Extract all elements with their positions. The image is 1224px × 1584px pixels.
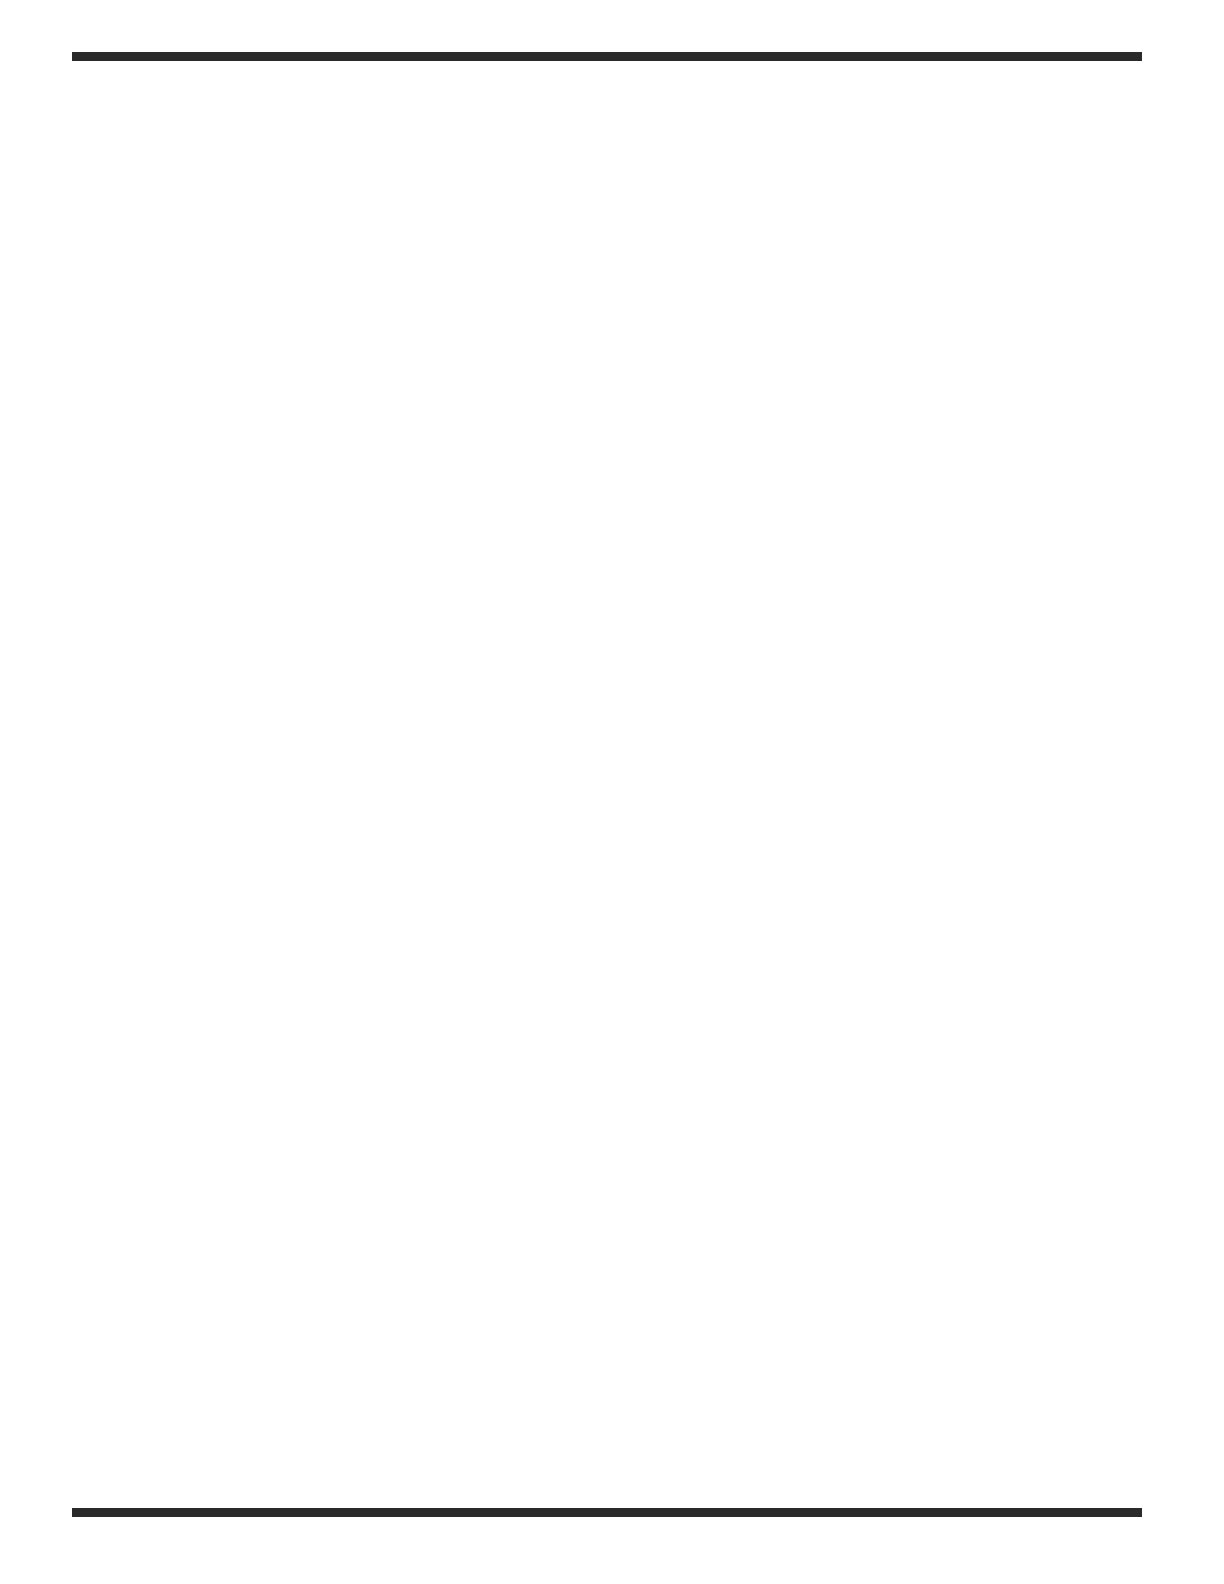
bottom-rule bbox=[72, 1508, 1142, 1517]
top-rule bbox=[72, 52, 1142, 61]
document-body bbox=[72, 66, 1144, 74]
